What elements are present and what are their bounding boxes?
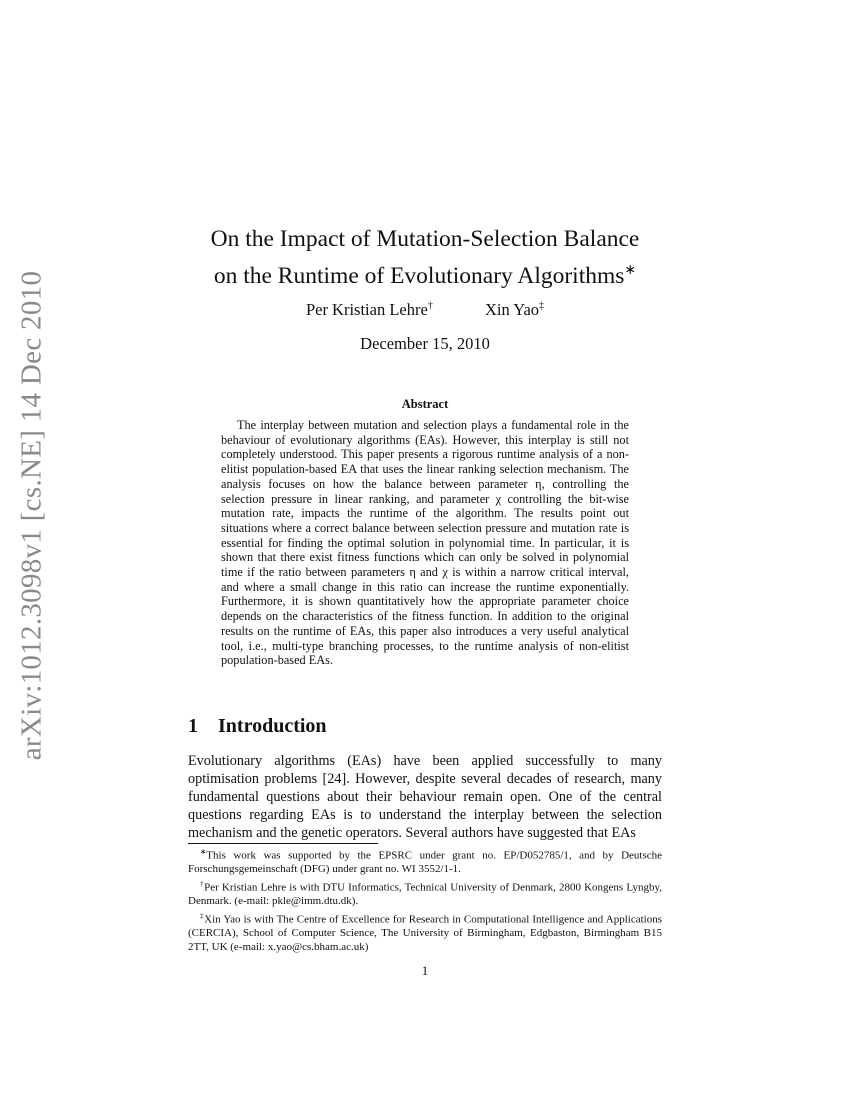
abstract-body: The interplay between mutation and selection plays a fundamental role in the behaviour of evolutionary algorithms (EAs). However, this interplay is still not completely understood. This paper presents a rigorous runtime analysis of a non-elitist population-based EA that uses the linear ranking selection mechanism. The analysis focuses on how the balance between parameter η, controlling the selection pressure in linear ranking, and parameter χ controlling the bit-wise mutation rate, impacts the runtime of the algorithm. The results point out situations where a correct balance between selection pressure and mutation rate is essential for finding the optimal solution in polynomial time. In particular, it is shown that there exist fitness functions which can only be solved in polynomial time if the ratio between parameters η and χ is within a narrow critical interval, and where a small change in this ratio can increase the runtime exponentially. Furthermore, it is shown quantitatively how the appropriate parameter choice depends on the characteristics of the fitness function. In addition to the original results on the runtime of EAs, this paper also introduces a very useful analytical tool, i.e., multi-type branching processes, to the runtime analysis of non-elitist population-based EAs. (221, 418, 629, 668)
abstract-heading: Abstract (401, 397, 449, 411)
author-name: Xin Yao (484, 300, 540, 319)
publication-date: December 15, 2010 (360, 334, 490, 353)
author-yao (485, 300, 544, 320)
footnotes (188, 845, 662, 954)
footnote-mark: † (200, 878, 205, 888)
footnote-divider (188, 843, 378, 844)
title-line-2 (0, 255, 850, 292)
footnote-text: Per Kristian Lehre is with DTU Informatics, Technical University of Denmark, 2800 Kongens Lyngby, Denmark. (e-mail: pkle@imm.dtu.dk). (188, 881, 662, 908)
title-line-1: On the Impact of Mutation-Selection Balance (210, 226, 640, 252)
footnote-mark: ∗ (200, 847, 207, 856)
section-number: 1 (188, 715, 198, 737)
footnote-text: Xin Yao is with The Centre of Excellence for Research in Computational Intelligence and Applications (CERCIA), School of Computer Science, The University of Birmingham, Edgbaston, Birmingham B15 2TT, UK (e-mail: x.yao@cs.bham.ac.uk) (188, 913, 663, 953)
title-line-2-text: on the Runtime of Evolutionary Algorithms (213, 262, 625, 289)
arxiv-stamp-text: arXiv:1012.3098v1 [cs.NE] 14 Dec 2010 (15, 270, 48, 760)
page-number: 1 (421, 963, 429, 978)
author-lehre (306, 300, 433, 320)
footnote-yao (188, 909, 662, 954)
footnote-text: This work was supported by the EPSRC under grant no. EP/D052785/1, and by Deutsche Forschungsgemeinschaft (DFG) under grant no. WI 3552/1-1. (188, 849, 662, 876)
author-list (0, 300, 850, 320)
introduction-paragraph: Evolutionary algorithms (EAs) have been applied successfully to many optimisation problems [24]. However, despite several decades of research, many fundamental questions about their behaviour remain open. One of the central questions regarding EAs is to understand the interplay between the selection mechanism and the genetic operators. Several authors have suggested that EAs (188, 753, 662, 842)
footnote-lehre (188, 877, 662, 909)
author-footnote-mark: ‡ (539, 300, 545, 312)
footnote-funding (188, 845, 662, 877)
footnote-mark: ‡ (200, 910, 205, 920)
title-footnote-mark: ∗ (624, 263, 637, 278)
author-footnote-mark: † (427, 300, 433, 312)
section-heading-introduction (188, 715, 327, 738)
author-name: Per Kristian Lehre (305, 300, 428, 319)
paper-title (0, 224, 850, 292)
section-title: Introduction (218, 715, 327, 737)
